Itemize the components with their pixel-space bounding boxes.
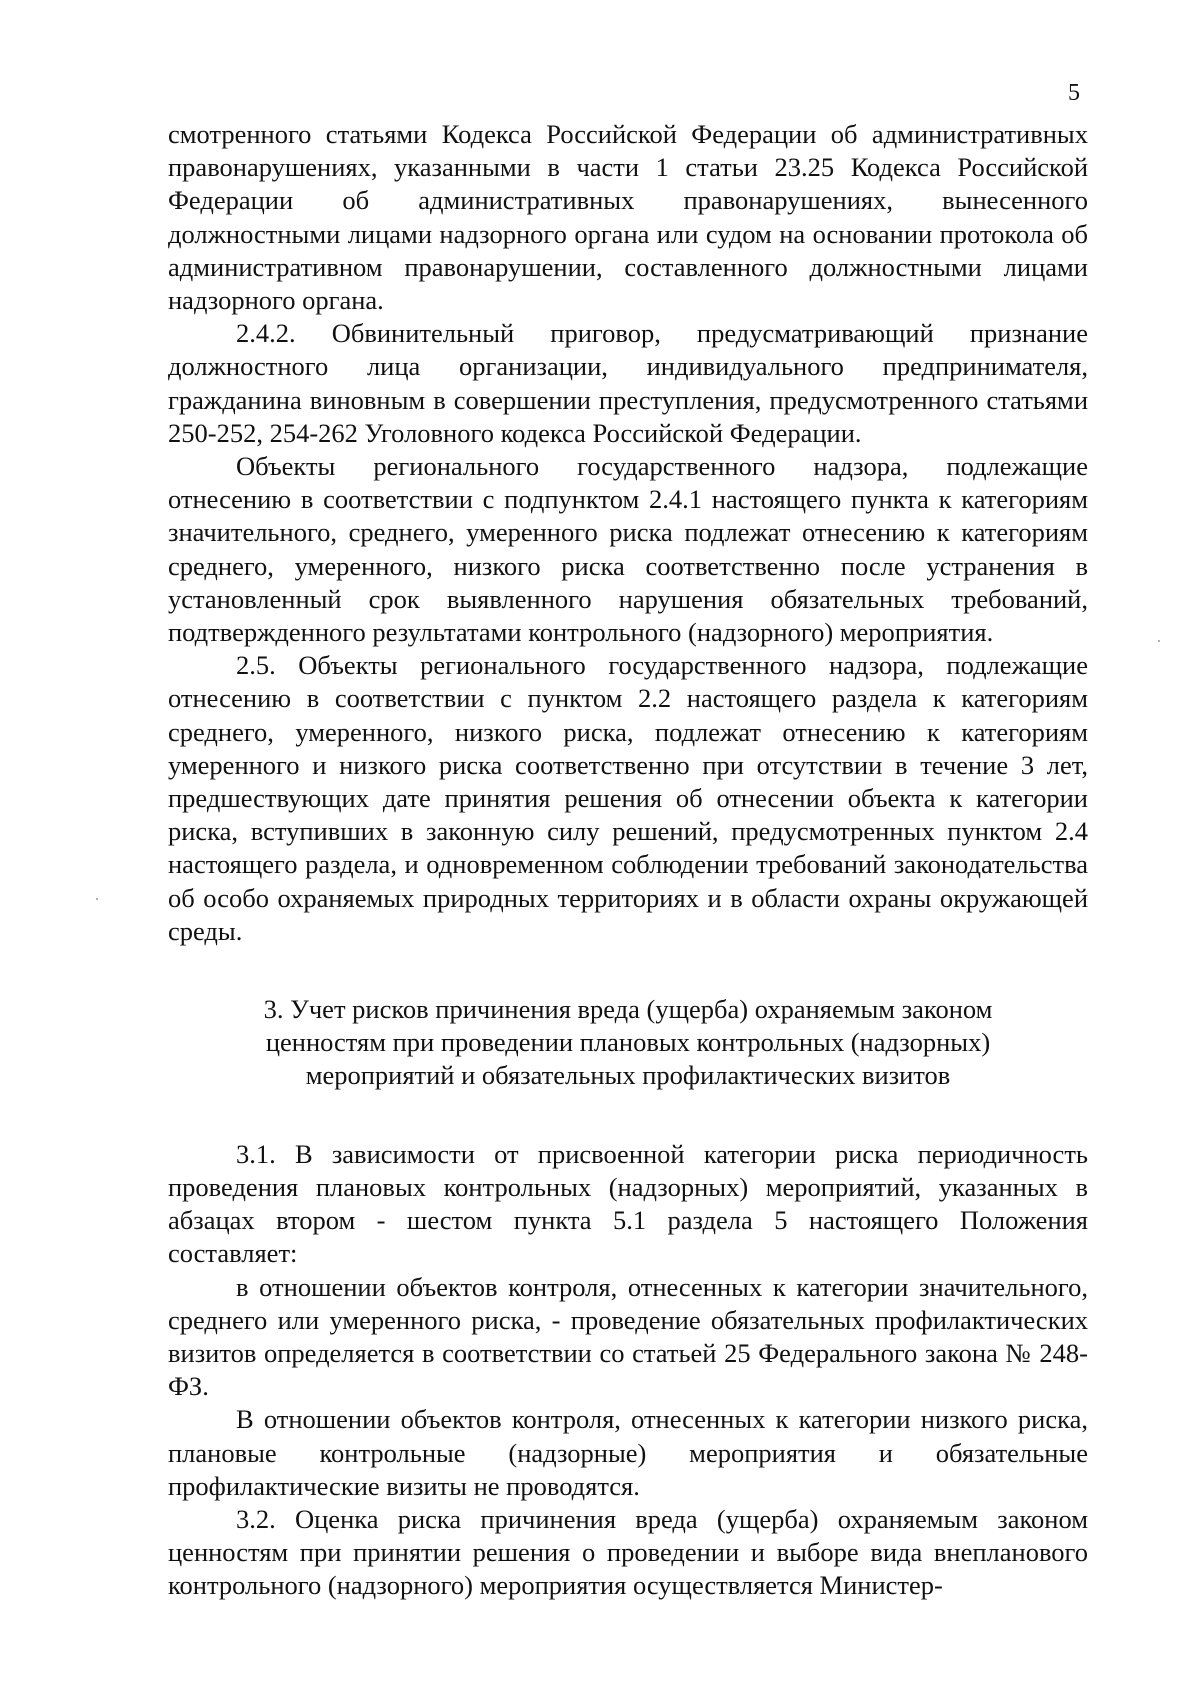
paragraph-3-1: 3.1. В зависимости от присвоенной категории риска периодичность проведения плановых контрольных (надзорных) мероприятий, указанных в абзацах втором - шестом пункта 5.1 раздела 5 настоящего Положения составляет: (168, 1138, 1088, 1269)
page-number: 5 (1068, 80, 1080, 106)
paragraph-2-5: 2.5. Объекты регионального государственного надзора, подлежащие отнесению в соответствии с пунктом 2.2 настоящего раздела к категориям среднего, умеренного, низкого риска, подлежат отнесению к категориям умеренного и низкого риска соответственно при отсутствии в течение 3 лет, предшествующих дате принятия решения об отнесении объекта к категории риска, вступивших в законную силу решений, предусмотренных пунктом 2.4 настоящего раздела, и одновременном соблюдении требований законодательства об особо охраняемых природных территориях и в области охраны окружающей среды. (168, 650, 1088, 946)
scan-speck (1158, 640, 1160, 642)
section-heading-line: ценностям при проведении плановых контрольных (надзорных) (265, 1027, 991, 1058)
paragraph-3-2: 3.2. Оценка риска причинения вреда (ущерба) охраняемым законом ценностям при принятии решения о проведении и выборе вида внепланового контрольного (надзорного) мероприятия осуществляется Министер- (168, 1503, 1088, 1601)
section-heading-line: мероприятий и обязательных профилактических визитов (305, 1060, 951, 1091)
paragraph-objects-reassignment: Объекты регионального государственного надзора, подлежащие отнесению в соответствии с подпунктом 2.4.1 настоящего пункта к категориям значительного, среднего, умеренного риска подлежат отнесению к категориям среднего, умеренного, низкого риска соответственно после устранения в установленный срок выявленного нарушения обязательных требований, подтвержденного результатами контрольного (надзорного) мероприятия. (168, 451, 1088, 648)
paragraph-continuation: смотренного статьями Кодекса Российской Федерации об административных правонарушениях, указанными в части 1 статьи 23.25 Кодекса Российской Федерации об административных правонарушениях, вынесенного должностными лицами надзорного органа или судом на основании протокола об административном правонарушении, составленного должностными лицами надзорного органа. (168, 119, 1088, 316)
paragraph-2-4-2: 2.4.2. Обвинительный приговор, предусматривающий признание должностного лица организации, индивидуального предпринимателя, гражданина виновным в совершении преступления, предусмотренного статьями 250-252, 254-262 Уголовного кодекса Российской Федерации. (168, 318, 1088, 448)
section-3-heading (168, 993, 1088, 1093)
document-body (168, 118, 1088, 1603)
paragraph-significant-risk: в отношении объектов контроля, отнесенных к категории значительного, среднего или умеренного риска, - проведение обязательных профилактических визитов определяется в соответствии со статьей 25 Федерального закона № 248-ФЗ. (168, 1271, 1088, 1402)
scan-speck (96, 898, 98, 900)
section-heading-line: 3. Учет рисков причинения вреда (ущерба) охраняемым законом (263, 994, 993, 1025)
paragraph-low-risk: В отношении объектов контроля, отнесенных к категории низкого риска, плановые контрольные (надзорные) мероприятия и обязательные профилактические визиты не проводятся. (168, 1404, 1088, 1501)
